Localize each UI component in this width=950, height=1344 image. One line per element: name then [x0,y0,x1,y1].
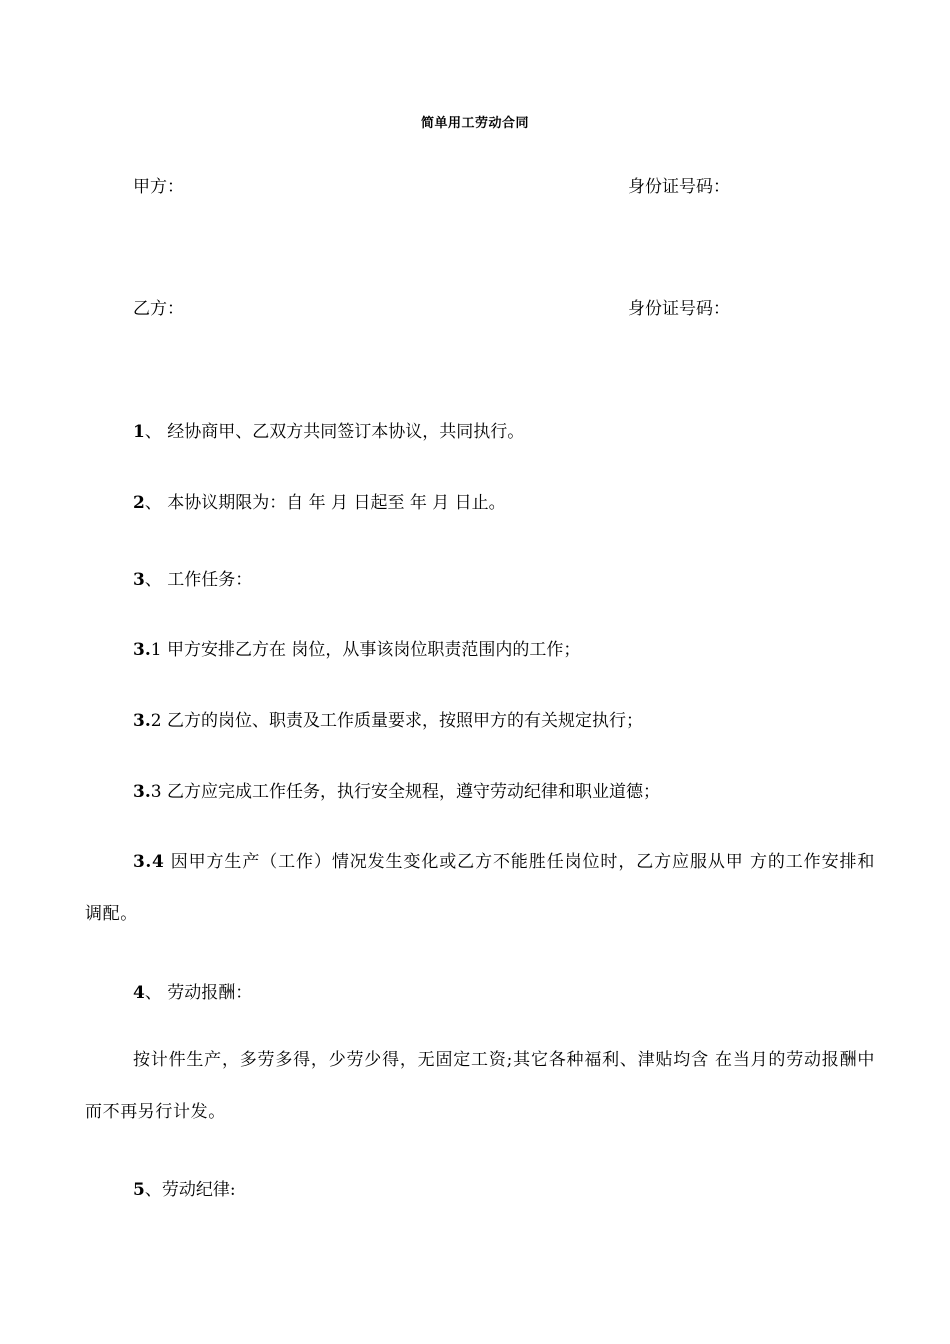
clause-number: 2 [133,493,145,513]
clause-separator: 、 [144,1180,162,1200]
clause-text: 乙方应完成工作任务，执行安全规程，遵守劳动纪律和职业道德； [161,782,660,802]
clause-number: 3. [133,640,151,660]
document-title: 简单用工劳动合同 [420,116,529,131]
clause-text: 劳动报酬： [161,983,253,1003]
clause-subnumber: 2 [150,711,162,731]
clause-text: 因甲方生产（工作）情况发生变化或乙方不能胜任岗位时，乙方应服从甲 方的工作安排和调配。 [85,852,875,924]
paragraph-text: 按计件生产，多劳多得，少劳少得，无固定工资;其它各种福利、津贴均含 在当月的劳动报酬中而不再另行计发。 [85,1050,875,1122]
clause-4 [133,982,252,1004]
clause-3 [133,569,252,591]
clause-text: 劳动纪律: [161,1180,236,1200]
clause-3-4 [85,836,875,940]
clause-number: 5 [133,1180,145,1200]
clause-text: 工作任务： [161,570,253,590]
clause-text: 经协商甲、乙双方共同签订本协议，共同执行。 [161,422,525,442]
clause-text: 乙方的岗位、职责及工作质量要求，按照甲方的有关规定执行； [161,711,643,731]
clause-number: 1 [133,422,145,442]
clause-separator: 、 [144,983,162,1003]
party-a-id-label: 身份证号码： [628,177,730,197]
clause-number: 3. [133,782,151,802]
clause-number: 3.4 [133,852,165,872]
clause-separator: 、 [144,570,162,590]
clause-3-1 [133,639,580,661]
clause-separator: 、 [144,422,162,442]
party-a-label: 甲方： [133,177,184,197]
clause-number: 3. [133,711,151,731]
party-b-label: 乙方： [133,299,184,319]
clause-subnumber: 1 [150,640,162,660]
clause-text: 本协议期限为：自 年 月 日起至 年 月 日止。 [161,493,506,513]
clause-text: 甲方安排乙方在 岗位，从事该岗位职责范围内的工作； [161,640,581,660]
clause-3-3 [133,781,660,803]
clause-3-2 [133,710,643,732]
clause-subnumber: 3 [150,782,162,802]
remuneration-paragraph [85,1034,875,1138]
clause-5 [133,1179,236,1201]
clause-separator: 、 [144,493,162,513]
clause-2 [133,492,506,514]
party-b-id-label: 身份证号码： [628,299,730,319]
clause-number: 3 [133,570,145,590]
clause-1 [133,421,524,443]
clause-number: 4 [133,983,145,1003]
